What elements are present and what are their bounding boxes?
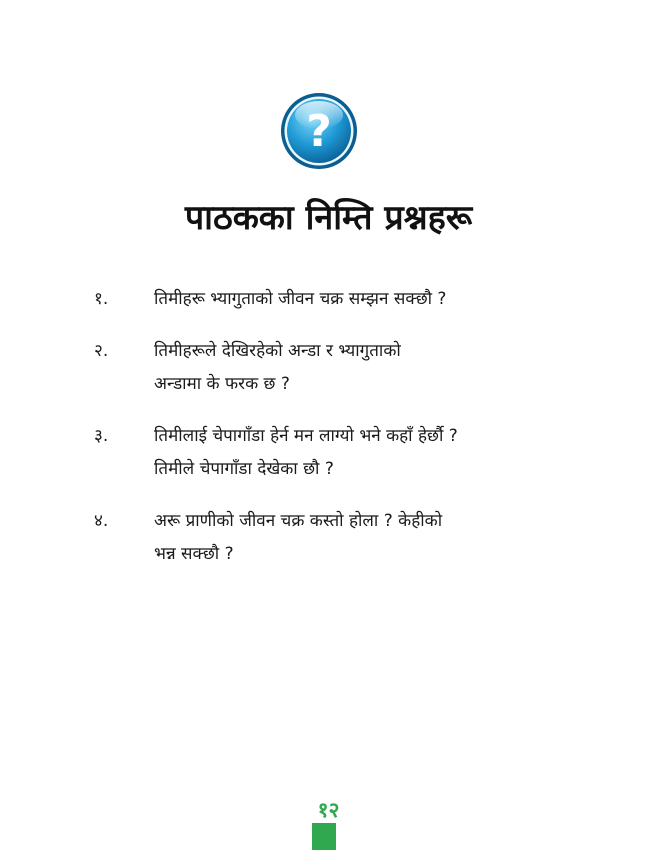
question-line: तिमीहरू भ्यागुताको जीवन चक्र सम्झन सक्छौ ? [154, 289, 447, 309]
question-item [94, 283, 594, 316]
question-mark-glyph: ? [306, 106, 332, 157]
question-line: भन्न सक्छौ ? [154, 544, 234, 564]
question-text [154, 335, 594, 401]
question-line: तिमीलाई चेपागाँडा हेर्न मन लाग्यो भने कहाँ हेर्छौ ? [154, 426, 458, 446]
question-number: ३. [94, 426, 109, 446]
question-line: अन्डामा के फरक छ ? [154, 374, 290, 394]
page-number: १२ [317, 798, 340, 822]
question-item [94, 335, 594, 401]
question-mark-icon [279, 91, 359, 171]
question-line: अरू प्राणीको जीवन चक्र कस्तो होला ? केहीको [154, 511, 443, 531]
page-number-tab [312, 823, 336, 850]
question-number: ४. [94, 511, 109, 531]
question-line: तिमीले चेपागाँडा देखेका छौ ? [154, 459, 334, 479]
question-number: २. [94, 341, 109, 361]
question-number: १. [94, 289, 109, 309]
question-text [154, 420, 594, 486]
question-item [94, 505, 594, 571]
question-text [154, 283, 594, 316]
question-list [94, 283, 594, 590]
question-line: तिमीहरूले देखिरहेको अन्डा र भ्यागुताको [154, 341, 401, 361]
page-title: पाठकका निम्ति प्रश्नहरू [184, 198, 473, 238]
question-text [154, 505, 594, 571]
question-item [94, 420, 594, 486]
